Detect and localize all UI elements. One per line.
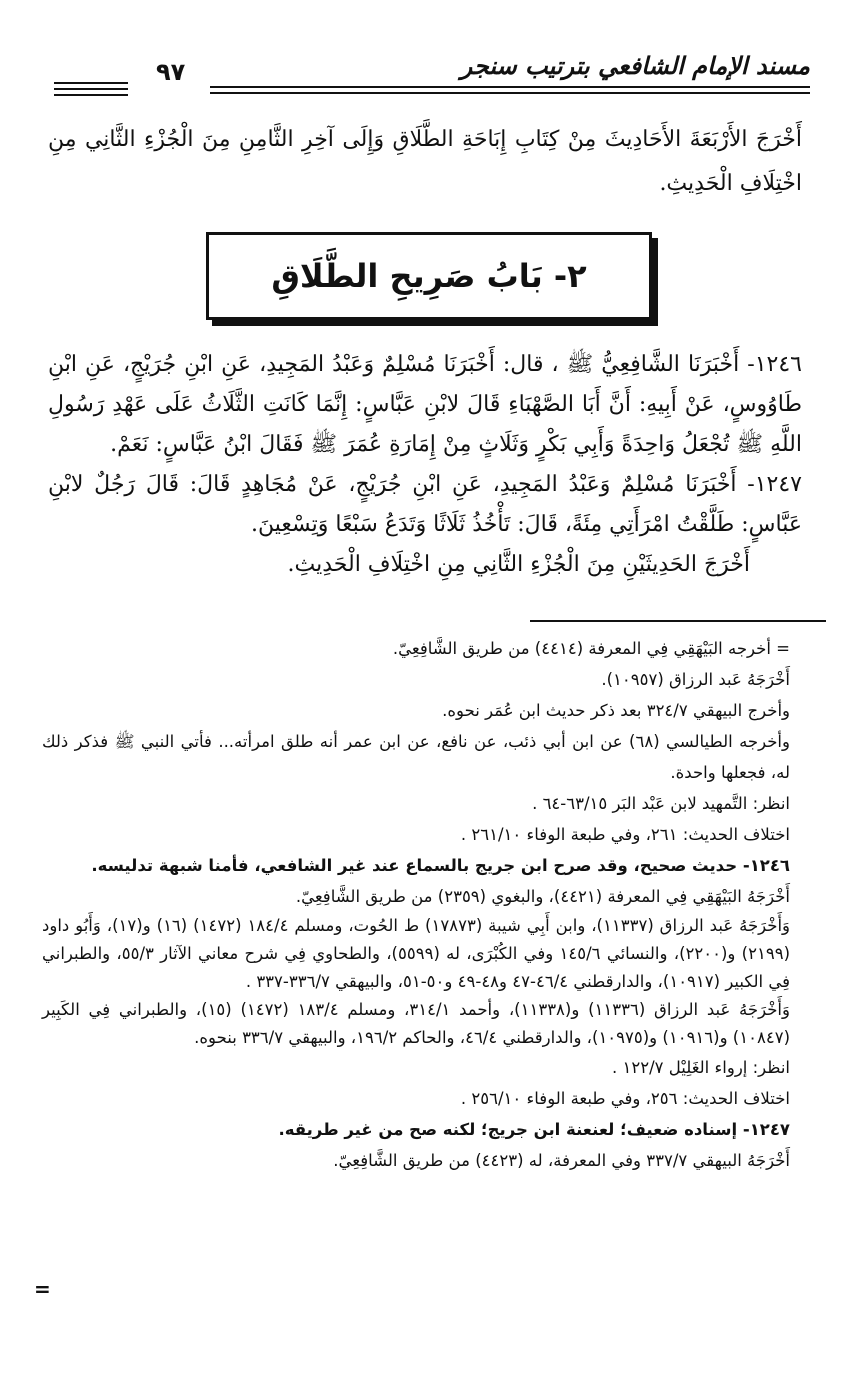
- hadith-text: [48, 345, 802, 585]
- footnote-line: اختلاف الحديث: ٢٦١، وفي طبعة الوفاء ٢٦١/١٠ .: [460, 825, 790, 844]
- footnote-line: انظر: إرواء الغَلِيْل ١٢٢/٧ .: [612, 1058, 790, 1077]
- footnote-grading: ١٢٤٧- إسناده ضعيف؛ لعنعنة ابن جريج؛ لكنه صح من غير طريقه.: [278, 1120, 790, 1139]
- footnote-line: أَخْرَجَهُ البيهقي ٣٣٧/٧ وفي المعرفة، له (٤٤٢٣) من طريق الشَّافِعِيّ.: [333, 1151, 790, 1170]
- continuation-mark: =: [34, 1277, 51, 1301]
- footnote-line: وَأَخْرَجَهُ عَبد الرزاق (١١٣٣٦) و(١١٣٣٨)، وأحمد ٣١٤/١، ومسلم ١٨٣/٤ (١٤٧٢) (١٥)، والطبراني فِي الكَبِير (١٠٨٤٧) و(١٠٩١٦) و(١٠٩٧٥)، والدارقطني ٤٦/٤، والحاكم ١٩٦/٢، والبيهقي ٣٣٦/٧ بنحوه.: [42, 1000, 790, 1047]
- header-rule: [54, 88, 128, 90]
- footnote-line: أَخْرَجَهُ البَيْهَقِي فِي المعرفة (٤٤٢١)، والبغوي (٢٣٥٩) من طريق الشَّافِعِيّ.: [295, 887, 790, 906]
- footnote-grading: ١٢٤٦- حديث صحيح، وقد صرح ابن جريج بالسماع عند غير الشافعي، فأمنا شبهة تدليسه.: [91, 856, 790, 875]
- chapter-heading-box: [206, 232, 652, 320]
- footnote-line: وأخرج البيهقي ٣٢٤/٧ بعد ذكر حديث ابن عُمَر نحوه.: [442, 701, 790, 720]
- chapter-title: ٢- بَابُ صَرِيحِ الطَّلَاقِ: [271, 257, 587, 295]
- footnote-line: أَخْرَجَهُ عَبد الرزاق (١٠٩٥٧).: [601, 670, 790, 689]
- page-number: ٩٧: [156, 58, 186, 86]
- footnote-line: وأخرجه الطيالسي (٦٨) عن ابن أبي ذئب، عن نافع، عن ابن عمر أنه طلق امرأته... فأتي النبي ﷺ فذكر ذلك له، فجعلها واحدة.: [42, 732, 790, 782]
- header-rule: [210, 92, 810, 94]
- book-title: مسند الإمام الشافعي بترتيب سنجر: [460, 52, 810, 80]
- hadith-1247: ١٢٤٧- أَخْبَرَنَا مُسْلِمٌ وَعَبْدُ المَجِيدِ، عَنِ ابْنِ جُرَيْجٍ، عَنْ مُجَاهِدٍ قَالَ: قَالَ رَجُلٌ لابْنِ عَبَّاسٍ: طَلَّقْتُ امْرَأَتِي مِئَةً، قَالَ: تَأْخُذُ ثَلَاثًا وَتَدَعُ سَبْعًا وَتِسْعِينَ.: [48, 472, 802, 537]
- footnote-line: اختلاف الحديث: ٢٥٦، وفي طبعة الوفاء ٢٥٦/١٠ .: [460, 1089, 790, 1108]
- footnote-line: انظر: التَّمهيد لابن عَبْد البَر ٦٣/١٥-٦٤ .: [532, 794, 790, 813]
- running-header: [46, 52, 810, 92]
- hadith-source-note: أَخْرَجَ الحَدِيثَيْنِ مِنَ الْجُزْءِ الثَّانِي مِنِ اخْتِلَافِ الْحَدِيثِ.: [287, 552, 750, 577]
- header-rule: [210, 86, 810, 88]
- intro-paragraph: أَخْرَجَ الأَرْبَعَةَ الأَحَادِيثَ مِنْ كِتَابِ إِبَاحَةِ الطَّلَاقِ وَإِلَى آخِرِ الثَّامِنِ مِنَ الْجُزْءِ الثَّانِي مِنِ اخْتِلَافِ الْحَدِيثِ.: [48, 127, 802, 196]
- hadith-1246: ١٢٤٦- أَخْبَرَنَا الشَّافِعِيُّ ﷺ ، قال: أَخْبَرَنَا مُسْلِمٌ وَعَبْدُ المَجِيدِ، عَنِ ابْنِ جُرَيْجٍ، عَنِ ابْنِ طَاوُوسٍ، عَنْ أَبِيهِ: أَنَّ أَبَا الصَّهْبَاءِ قَالَ لابْنِ عَبَّاسٍ: إِنَّمَا كَانَتِ الثَّلَاثُ عَلَى عَهْدِ رَسُولِ اللَّهِ ﷺ تُجْعَلُ وَاحِدَةً وَأَبِي بَكْرٍ وَثَلَاثٍ مِنْ إِمَارَةِ عُمَرَ ﷺ فَقَالَ ابْنُ عَبَّاسٍ: نَعَمْ.: [48, 352, 802, 457]
- footnote-line: وَأَخْرَجَهُ عَبد الرزاق (١١٣٣٧)، وابن أَبِي شيبة (١٧٨٧٣) ط الحُوت، ومسلم ١٨٤/٤ (١٤٧٢) (١٦) و(١٧)، وَأَبُو داود (٢١٩٩) و(٢٢٠٠)، والنسائي ١٤٥/٦ وفي الكُبْرَى، له (٥٥٩٩)، والطحاوي فِي شرح معاني الآثار ٥٥/٣، والطبراني فِي الكبير (١٠٩١٧)، والدارقطني ٤٦/٤-٤٧ و٤٨-٤٩ و٥٠-٥١، والبيهقي ٣٣٦/٧-٣٣٧ .: [42, 916, 790, 991]
- footnote-line: = أخرجه البَيْهَقِي فِي المعرفة (٤٤١٤) من طريق الشَّافِعِيّ.: [392, 639, 790, 658]
- header-rule: [54, 94, 128, 96]
- header-rule: [54, 82, 128, 84]
- footnotes: [42, 633, 790, 1176]
- footnote-separator: [530, 620, 826, 622]
